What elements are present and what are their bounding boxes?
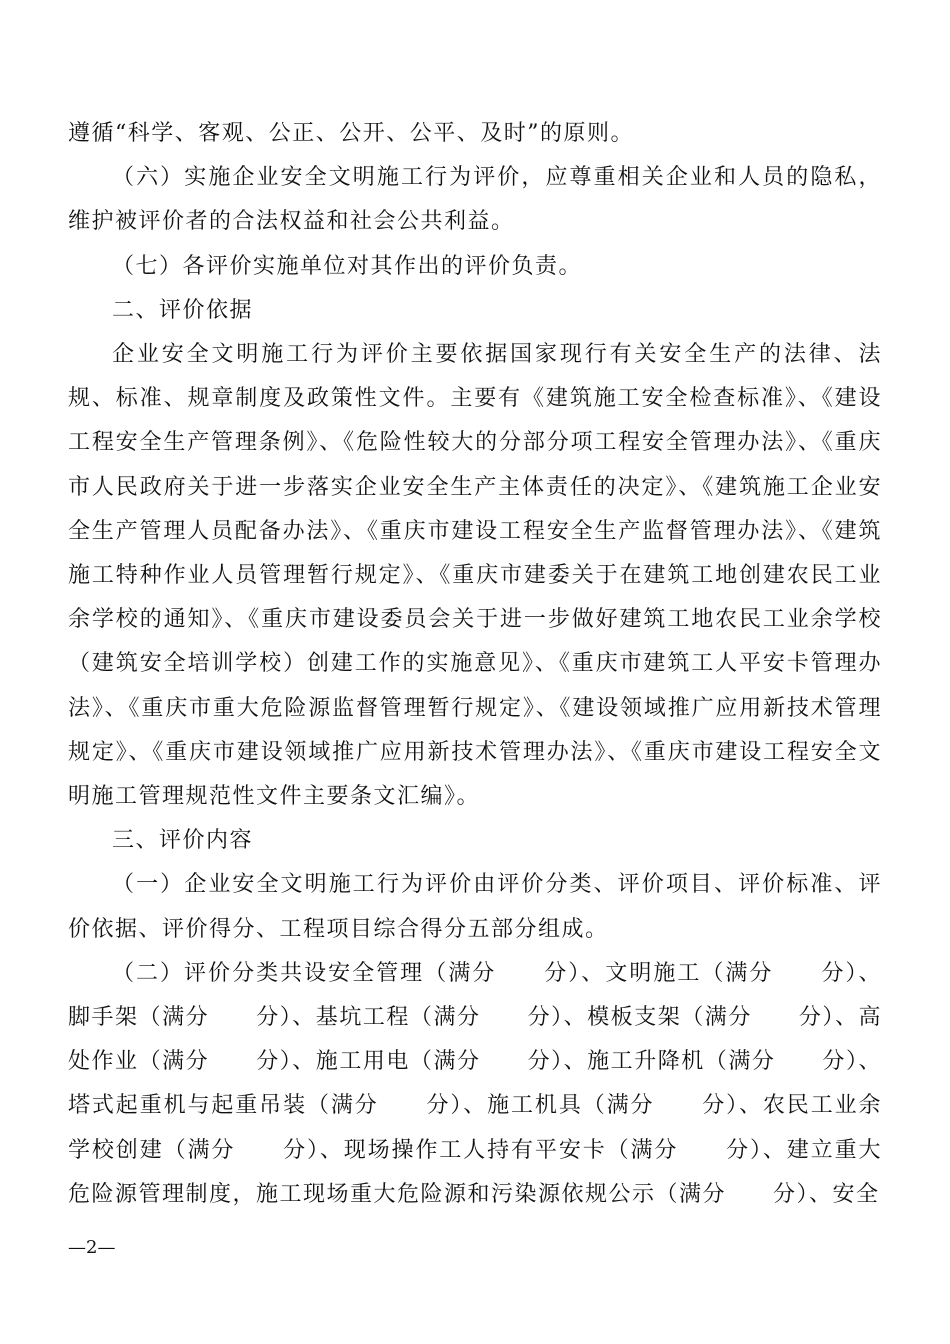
paragraph-item-7: （七）各评价实施单位对其作出的评价负责。 [112,253,583,279]
paragraph-basis-body: 企业安全文明施工行为评价主要依据国家现行有关安全生产的法律、法规、标准、规章制度及政策性文件。主要有《建筑施工安全检查标准》、《建设工程安全生产管理条例》、《危险性较大的分部分项工程安全管理办法》、《重庆市人民政府关于进一步落实企业安全生产主体责任的决定》、《建筑施工企业安全生产管理人员配备办法》、《重庆市建设工程安全生产监督管理办法》、《建筑施工特种作业人员管理暂行规定》、《重庆市建委关于在建筑工地创建农民工业余学校的通知》、《重庆市建设委员会关于进一步做好建筑工地农民工业余学校（建筑安全培训学校）创建工作的实施意见》、《重庆市建筑工人平安卡管理办法》、《重庆市重大危险源监督管理暂行规定》、《建设领域推广应用新技术管理规定》、《重庆市建设领域推广应用新技术管理办法》、《重庆市建设工程安全文明施工管理规范性文件主要条文汇编》。 [68,342,882,810]
paragraph-principle-continued: 遵循“科学、客观、公正、公开、公平、及时”的原则。 [68,121,634,146]
paragraph-content-item-2: （二）评价分类共设安全管理（满分 分）、文明施工（满分 分）、脚手架（满分 分）、基坑工程（满分 分）、模板支架（满分 分）、高处作业（满分 分）、施工用电（满分 分）、施工升降机（满分 分）、塔式起重机与起重吊装（满分 分）、施工机具（满分 分）、农民工业余学校创建（满分 分）、现场操作工人持有平安卡（满分 分）、建立重大危险源管理制度，施工现场重大危险源和污染源依规公示（满分 分）、安全 [68,960,882,1207]
section-heading-basis: 二、评价依据 [112,297,254,323]
document-body [68,112,882,1217]
section-heading-content: 三、评价内容 [112,828,254,854]
paragraph-item-6: （六）实施企业安全文明施工行为评价，应尊重相关企业和人员的隐私，维护被评价者的合法权益和社会公共利益。 [68,165,882,235]
paragraph-content-item-1: （一）企业安全文明施工行为评价由评价分类、评价项目、评价标准、评价依据、评价得分、工程项目综合得分五部分组成。 [68,872,882,942]
page-number: —2— [68,1237,116,1258]
